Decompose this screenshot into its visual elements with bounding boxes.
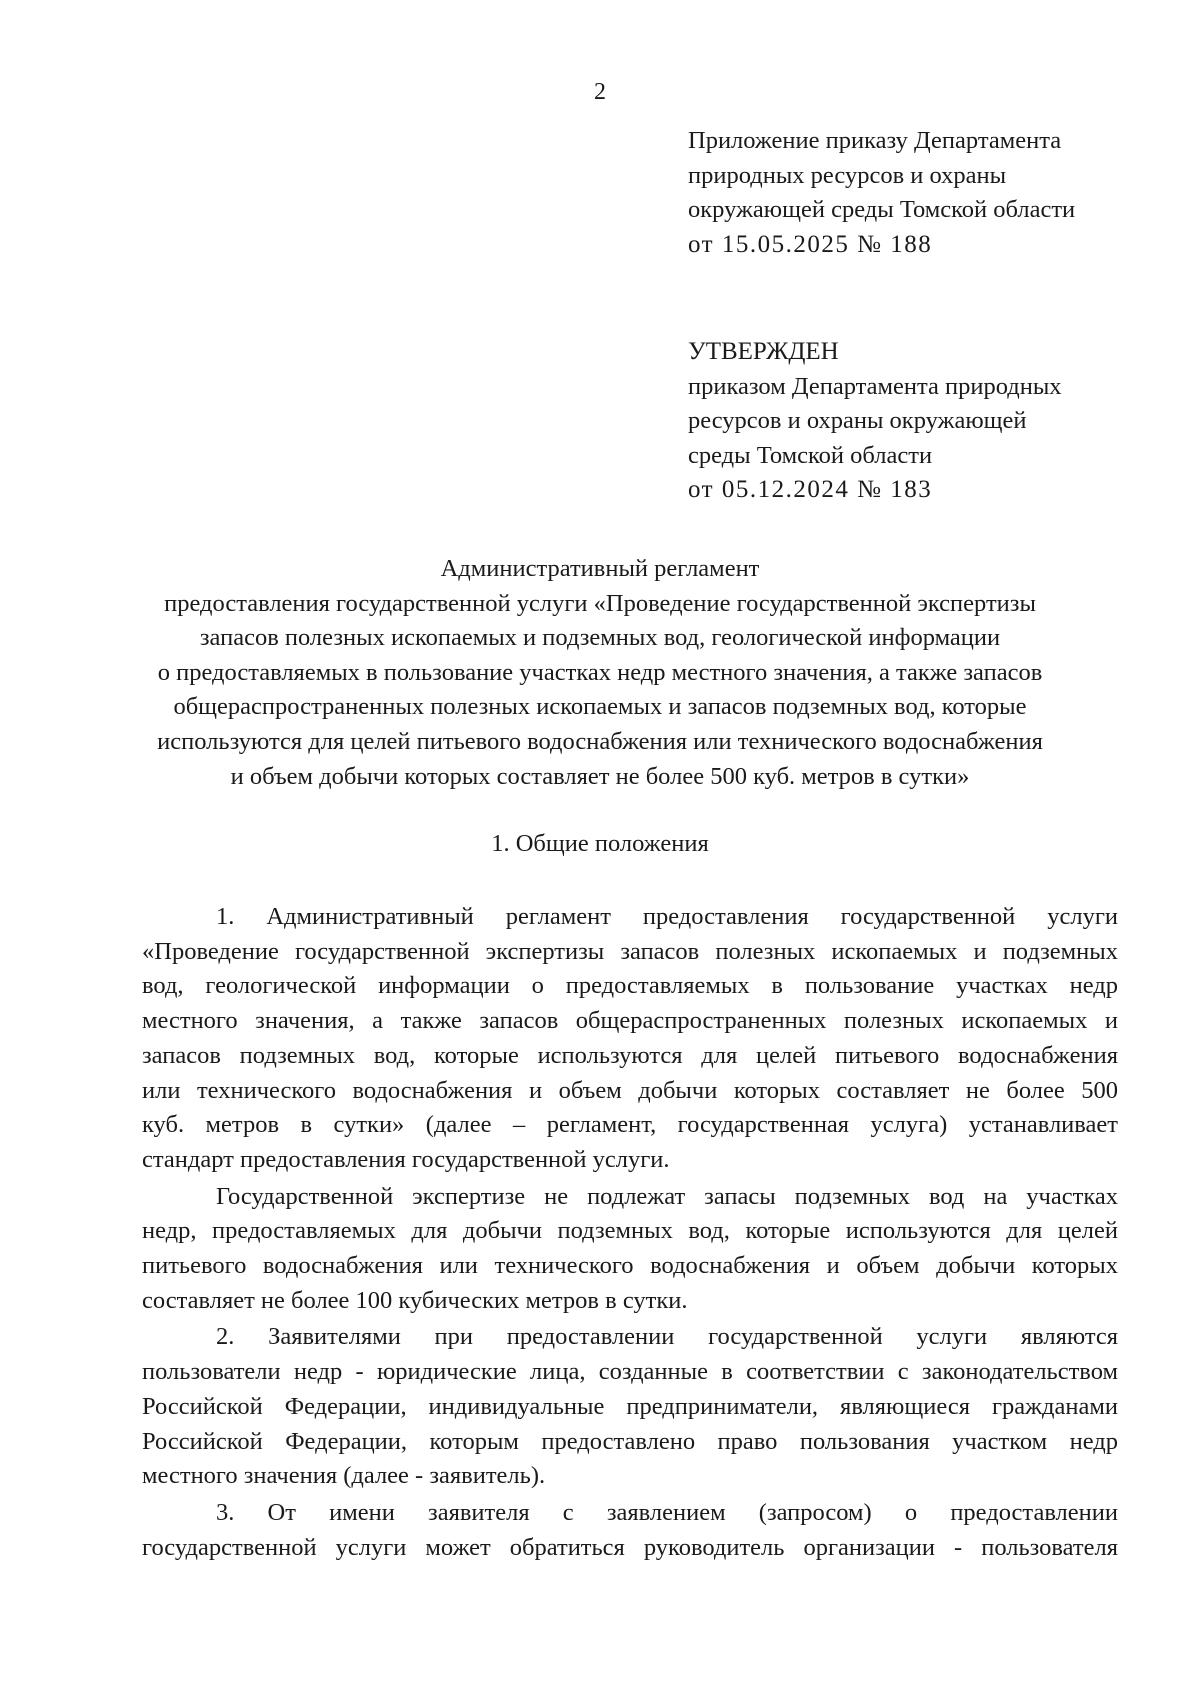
title-line: предоставления государственной услуги «Проведение государственной экспертизы [164, 589, 1036, 617]
approved-line: приказом Департамента природных [688, 372, 1062, 400]
title-line: запасов полезных ископаемых и подземных вод, геологической информации [199, 624, 1001, 652]
appendix-order-number: от 15.05.2025 № 188 [688, 230, 933, 258]
title-line: о предоставляемых в пользование участках недр местного значения, а также запасов [157, 658, 1043, 686]
paragraph-line: местного значения, а также запасов общераспространенных полезных ископаемых и [142, 1007, 1118, 1035]
title-line: Административный регламент [440, 555, 760, 582]
paragraph-line: «Проведение государственной экспертизы запасов полезных ископаемых и подземных [142, 937, 1118, 965]
paragraph-line: стандарт предоставления государственной услуги. [142, 1145, 670, 1173]
paragraph-line: местного значения (далее - заявитель). [142, 1462, 546, 1490]
appendix-line: Приложение приказу Департамента [688, 127, 1062, 154]
paragraph-line: питьевого водоснабжения или технического водоснабжения и объем добычи которых [142, 1252, 1118, 1280]
paragraph [142, 1320, 1118, 1494]
paragraph-line: составляет не более 100 кубических метров в сутки. [142, 1286, 688, 1314]
paragraph-line: запасов подземных вод, которые используются для целей питьевого водоснабжения [142, 1041, 1118, 1069]
paragraph [142, 900, 1118, 1178]
approved-order-number: от 05.12.2024 № 183 [688, 476, 933, 503]
appendix-line: природных ресурсов и охраны [688, 161, 1007, 189]
section-heading: 1. Общие положения [491, 830, 709, 857]
paragraph-line: недр, предоставляемых для добычи подземных вод, которые используются для целей [142, 1217, 1118, 1245]
paragraph-line: Государственной экспертизе не подлежат запасы подземных вод на участках [216, 1182, 1118, 1210]
approved-line: ресурсов и охраны окружающей [688, 407, 1027, 434]
title-line: общераспространенных полезных ископаемых и запасов подземных вод, которые [173, 693, 1027, 721]
page-number: 2 [594, 79, 606, 105]
paragraph-line: Российской Федерации, индивидуальные предприниматели, являющиеся гражданами [142, 1392, 1118, 1420]
paragraph-line: государственной услуги может обратиться руководитель организации - пользователя [142, 1533, 1118, 1561]
paragraph [142, 1180, 1118, 1319]
paragraph-line: 3. От имени заявителя с заявлением (запросом) о предоставлении [216, 1498, 1118, 1526]
title-line: и объем добычи которых составляет не более 500 куб. метров в сутки» [230, 762, 970, 790]
title-line: используются для целей питьевого водоснабжения или технического водоснабжения [157, 727, 1043, 755]
appendix-line: окружающей среды Томской области [688, 196, 1076, 223]
paragraph-line: или технического водоснабжения и объем добычи которых составляет не более 500 [142, 1076, 1118, 1104]
approved-line: среды Томской области [688, 441, 933, 469]
paragraph-line: куб. метров в сутки» (далее – регламент, государственная услуга) устанавливает [142, 1111, 1118, 1139]
paragraph-line: Российской Федерации, которым предоставлено право пользования участком недр [142, 1427, 1118, 1455]
document-body [142, 900, 1118, 1565]
approval-stamp-block [688, 335, 1168, 508]
approved-heading: УТВЕРЖДЕН [688, 338, 839, 365]
document-title [0, 552, 1200, 794]
paragraph [142, 1496, 1118, 1565]
appendix-reference [688, 124, 1168, 262]
paragraph-line: вод, геологической информации о предоставляемых в пользование участках недр [142, 972, 1118, 1000]
paragraph-line: 2. Заявителями при предоставлении государственной услуги являются [216, 1323, 1118, 1351]
paragraph-line: пользователи недр - юридические лица, созданные в соответствии с законодательством [142, 1358, 1118, 1386]
paragraph-line: 1. Административный регламент предоставления государственной услуги [216, 903, 1118, 930]
